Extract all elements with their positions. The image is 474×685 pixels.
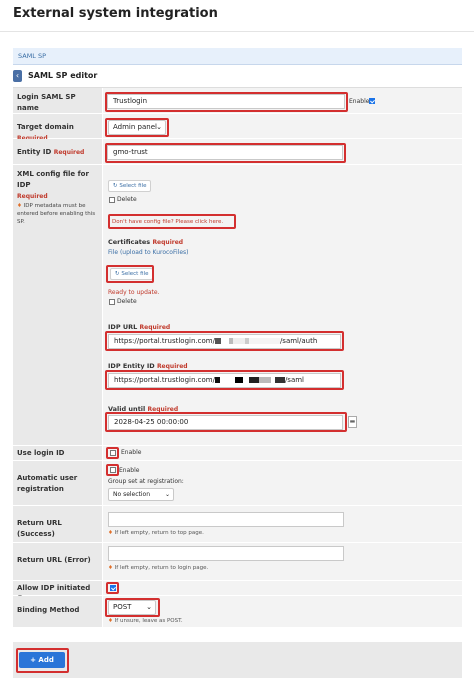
return-success-label: Return URL (Success) (17, 519, 62, 538)
highlight-box (105, 118, 169, 137)
return-success-hint: ♦ If left empty, return to top page. (108, 530, 204, 536)
idp-url-label: IDP URL Required (108, 323, 171, 331)
saml-form (13, 87, 462, 628)
entity-id-value-cell (103, 139, 462, 165)
valid-until-label: Valid until Required (108, 405, 179, 413)
page-title: External system integration (13, 6, 218, 21)
section-header (13, 48, 462, 65)
refresh-icon: ↻ (115, 271, 120, 277)
return-success-value-cell (103, 506, 462, 543)
idp-url-input[interactable]: https://portal.trustlogin.com/ /saml/auth (108, 334, 341, 349)
chevron-down-icon: ⌄ (156, 123, 162, 131)
required-tag: Required (17, 193, 48, 200)
entity-id-label-cell (13, 139, 102, 165)
refresh-icon: ↻ (113, 183, 118, 189)
highlight-box (108, 214, 236, 229)
return-error-label: Return URL (Error) (17, 556, 91, 564)
editor-title: SAML SP editor (28, 71, 98, 80)
target-domain-value: Admin panel (113, 123, 157, 131)
chevron-down-icon: ⌄ (146, 603, 152, 611)
xml-config-label: XML config file for IDP (17, 170, 89, 189)
login-name-label: Login SAML SP name (17, 93, 76, 112)
login-name-label-cell (13, 88, 102, 114)
return-error-value-cell (103, 543, 462, 581)
back-icon[interactable]: ‹ (13, 70, 22, 82)
valid-until-input[interactable]: 2028-04-25 00:00:00 (108, 415, 343, 430)
calendar-icon[interactable]: ▬ (348, 416, 357, 428)
entity-id-input[interactable]: gmo-trust (107, 145, 343, 160)
auto-registration-label: Automatic user registration (17, 474, 78, 493)
highlight-box (106, 464, 119, 476)
binding-method-hint: ♦ If unsure, leave as POST. (108, 618, 183, 624)
auto-registration-label-cell (13, 461, 102, 506)
xml-config-value-cell (103, 165, 462, 446)
highlight-box (106, 582, 119, 594)
pin-icon: ♦ (17, 203, 22, 209)
target-domain-label-cell (13, 114, 102, 139)
allow-idp-value-cell (103, 581, 462, 596)
group-value: No selection (113, 491, 151, 498)
return-success-label-cell (13, 506, 102, 543)
login-name-value-cell (103, 88, 462, 114)
idp-entity-id-input[interactable]: https://portal.trustlogin.com/ /saml (108, 373, 341, 388)
pin-icon: ♦ (108, 618, 113, 624)
highlight-box (106, 265, 154, 283)
xml-config-label-cell (13, 165, 102, 446)
highlight-box (16, 648, 69, 673)
no-config-link[interactable]: Don't have config file? Please click here. (112, 219, 224, 225)
auto-registration-value-cell (103, 461, 462, 506)
editor-header (13, 68, 462, 86)
highlight-box (105, 598, 160, 617)
title-divider (0, 31, 474, 32)
required-tag: Required (53, 149, 85, 156)
binding-method-value-cell (103, 596, 462, 628)
certificates-label: Certificates Required (108, 238, 184, 246)
entity-id-label: Entity ID (17, 148, 52, 156)
return-error-label-cell (13, 543, 102, 581)
idp-entity-id-label: IDP Entity ID Required (108, 362, 188, 370)
upload-link[interactable]: File (upload to KurocoFiles) (108, 249, 189, 256)
highlight-box (105, 370, 344, 390)
login-name-input[interactable]: Trustlogin (107, 94, 345, 109)
use-login-id-label-cell (13, 446, 102, 461)
pin-icon: ♦ (108, 565, 113, 571)
select-file-button[interactable]: ↻ Select file (108, 180, 151, 192)
target-domain-label: Target domain (17, 123, 74, 131)
delete-label: Delete (117, 298, 137, 305)
return-success-input[interactable] (108, 512, 344, 527)
enable-label: Enable (121, 449, 142, 456)
ready-text: Ready to update. (108, 289, 160, 296)
delete-label: Delete (117, 196, 137, 203)
binding-method-label-cell (13, 596, 102, 628)
use-login-id-value-cell (103, 446, 462, 461)
highlight-box (106, 447, 119, 459)
highlight-box (105, 331, 344, 351)
group-label: Group set at registration: (108, 478, 184, 485)
pin-icon: ♦ (108, 530, 113, 536)
binding-method-label: Binding Method (17, 606, 80, 614)
highlight-box (105, 412, 347, 432)
highlight-box (105, 143, 346, 163)
enable-checkbox[interactable] (369, 98, 375, 104)
add-button[interactable]: + Add (19, 652, 65, 668)
use-login-id-label: Use login ID (17, 449, 65, 457)
form-footer (13, 642, 462, 678)
target-domain-value-cell (103, 114, 462, 139)
return-error-hint: ♦ If left empty, return to login page. (108, 565, 209, 571)
highlight-box (105, 92, 348, 112)
section-label: SAML SP (18, 52, 47, 60)
enable-label: Enable (119, 467, 140, 474)
xml-config-note: ♦ IDP metadata must be entered before enabling this SP. (17, 203, 96, 225)
return-error-input[interactable] (108, 546, 344, 561)
allow-idp-label: Allow IDP initiated (17, 584, 91, 592)
select-file-button[interactable]: ↻ Select file (110, 268, 153, 280)
delete-checkbox[interactable] (109, 299, 115, 305)
group-select[interactable] (108, 488, 174, 501)
delete-checkbox[interactable] (109, 197, 115, 203)
chevron-down-icon: ⌄ (164, 491, 170, 498)
enable-label: Enable (349, 98, 370, 105)
allow-idp-label-cell (13, 581, 102, 596)
binding-method-value: POST (113, 603, 132, 611)
